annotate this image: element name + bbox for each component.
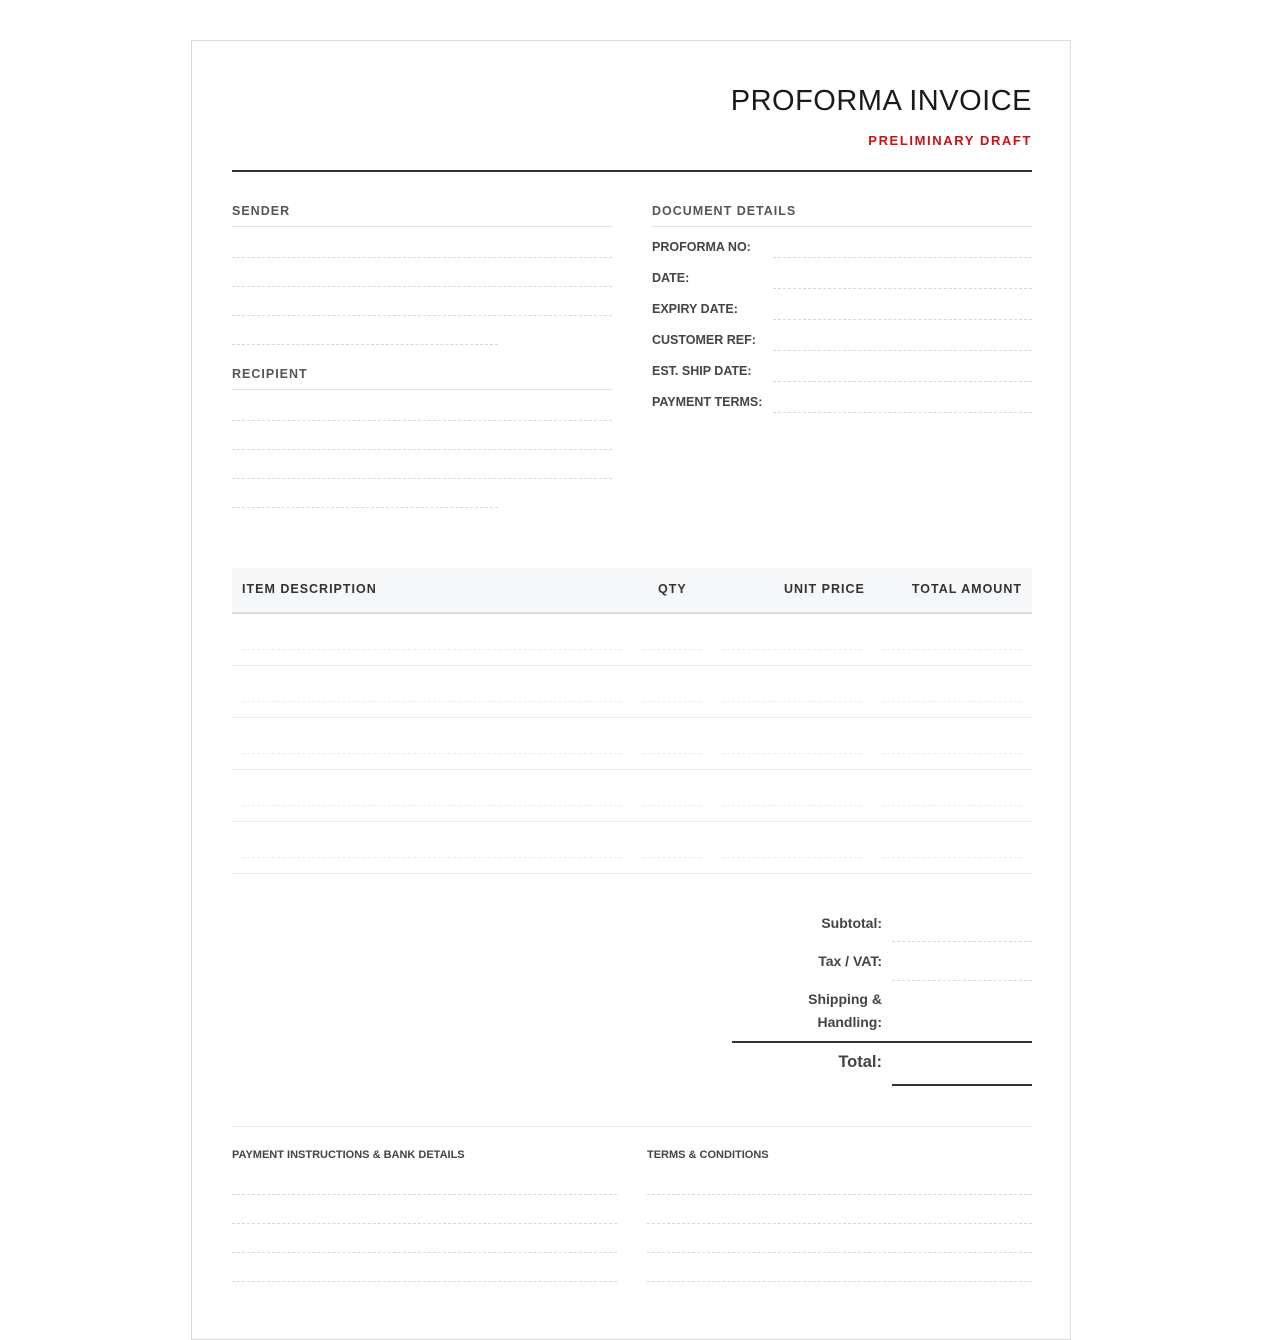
sender-line-1[interactable] (232, 257, 612, 258)
payment-instructions-line-3[interactable] (232, 1252, 617, 1253)
document-title: PROFORMA INVOICE (730, 85, 1032, 117)
qty-cell[interactable] (642, 857, 702, 858)
row-divider (232, 769, 1032, 770)
total-amount-cell[interactable] (882, 805, 1022, 806)
unit-price-cell[interactable] (722, 753, 862, 754)
sender-line-3[interactable] (232, 315, 612, 316)
item-description-cell[interactable] (242, 701, 622, 702)
terms-conditions-line-2[interactable] (647, 1223, 1032, 1224)
item-description-cell[interactable] (242, 649, 622, 650)
recipient-line-3[interactable] (232, 478, 612, 479)
total-amount-cell[interactable] (882, 701, 1022, 702)
header-divider (232, 170, 1032, 172)
customer-ref-label: CUSTOMER REF: (652, 333, 756, 347)
row-divider (232, 821, 1032, 822)
subtotal-label: Subtotal: (821, 915, 882, 931)
column-header-unit-price: UNIT PRICE (784, 582, 865, 596)
row-divider (232, 873, 1032, 874)
recipient-line-2[interactable] (232, 449, 612, 450)
item-description-cell[interactable] (242, 857, 622, 858)
total-amount-cell[interactable] (882, 857, 1022, 858)
row-divider (232, 717, 1032, 718)
document-status: PRELIMINARY DRAFT (868, 133, 1032, 148)
est-ship-date-label: EST. SHIP DATE: (652, 364, 752, 378)
proforma-no-label: PROFORMA NO: (652, 240, 751, 254)
payment-instructions-line-2[interactable] (232, 1223, 617, 1224)
unit-price-cell[interactable] (722, 701, 862, 702)
row-divider (232, 665, 1032, 666)
payment-instructions-line-4[interactable] (232, 1281, 617, 1282)
tax-vat-field[interactable] (892, 980, 1032, 981)
sender-line-4[interactable] (232, 344, 498, 345)
qty-cell[interactable] (642, 753, 702, 754)
date-field[interactable] (773, 288, 1032, 289)
expiry-date-field[interactable] (773, 319, 1032, 320)
recipient-line-4[interactable] (232, 507, 498, 508)
document-details-divider (652, 226, 1032, 227)
invoice-page (191, 40, 1071, 1340)
est-ship-date-field[interactable] (773, 381, 1032, 382)
shipping-handling-label: Shipping & Handling: (808, 991, 882, 1030)
total-divider (732, 1041, 1032, 1043)
terms-conditions-label: TERMS & CONDITIONS (647, 1149, 769, 1161)
total-amount-cell[interactable] (882, 753, 1022, 754)
unit-price-cell[interactable] (722, 649, 862, 650)
date-label: DATE: (652, 271, 690, 285)
sender-label: SENDER (232, 204, 291, 218)
sender-divider (232, 226, 612, 227)
document-details-label: DOCUMENT DETAILS (652, 204, 797, 218)
total-field[interactable] (892, 1084, 1032, 1086)
payment-terms-field[interactable] (773, 412, 1032, 413)
total-amount-cell[interactable] (882, 649, 1022, 650)
recipient-line-1[interactable] (232, 420, 612, 421)
payment-instructions-label: PAYMENT INSTRUCTIONS & BANK DETAILS (232, 1149, 465, 1161)
qty-cell[interactable] (642, 701, 702, 702)
recipient-label: RECIPIENT (232, 367, 308, 381)
tax-vat-label: Tax / VAT: (818, 953, 882, 969)
customer-ref-field[interactable] (773, 350, 1032, 351)
subtotal-field[interactable] (892, 941, 1032, 942)
qty-cell[interactable] (642, 805, 702, 806)
terms-conditions-line-3[interactable] (647, 1252, 1032, 1253)
item-description-cell[interactable] (242, 753, 622, 754)
terms-conditions-line-4[interactable] (647, 1281, 1032, 1282)
terms-conditions-line-1[interactable] (647, 1194, 1032, 1195)
expiry-date-label: EXPIRY DATE: (652, 302, 738, 316)
recipient-divider (232, 389, 612, 390)
item-description-cell[interactable] (242, 805, 622, 806)
total-label: Total: (838, 1053, 882, 1071)
column-header-total-amount: TOTAL AMOUNT (911, 582, 1022, 596)
unit-price-cell[interactable] (722, 805, 862, 806)
proforma-no-field[interactable] (773, 257, 1032, 258)
unit-price-cell[interactable] (722, 857, 862, 858)
sender-line-2[interactable] (232, 286, 612, 287)
column-header-qty: QTY (658, 582, 687, 596)
payment-terms-label: PAYMENT TERMS: (652, 395, 763, 409)
column-header-description: ITEM DESCRIPTION (242, 582, 377, 596)
qty-cell[interactable] (642, 649, 702, 650)
payment-instructions-line-1[interactable] (232, 1194, 617, 1195)
footer-divider (232, 1126, 1032, 1127)
items-table-header (232, 568, 1032, 614)
